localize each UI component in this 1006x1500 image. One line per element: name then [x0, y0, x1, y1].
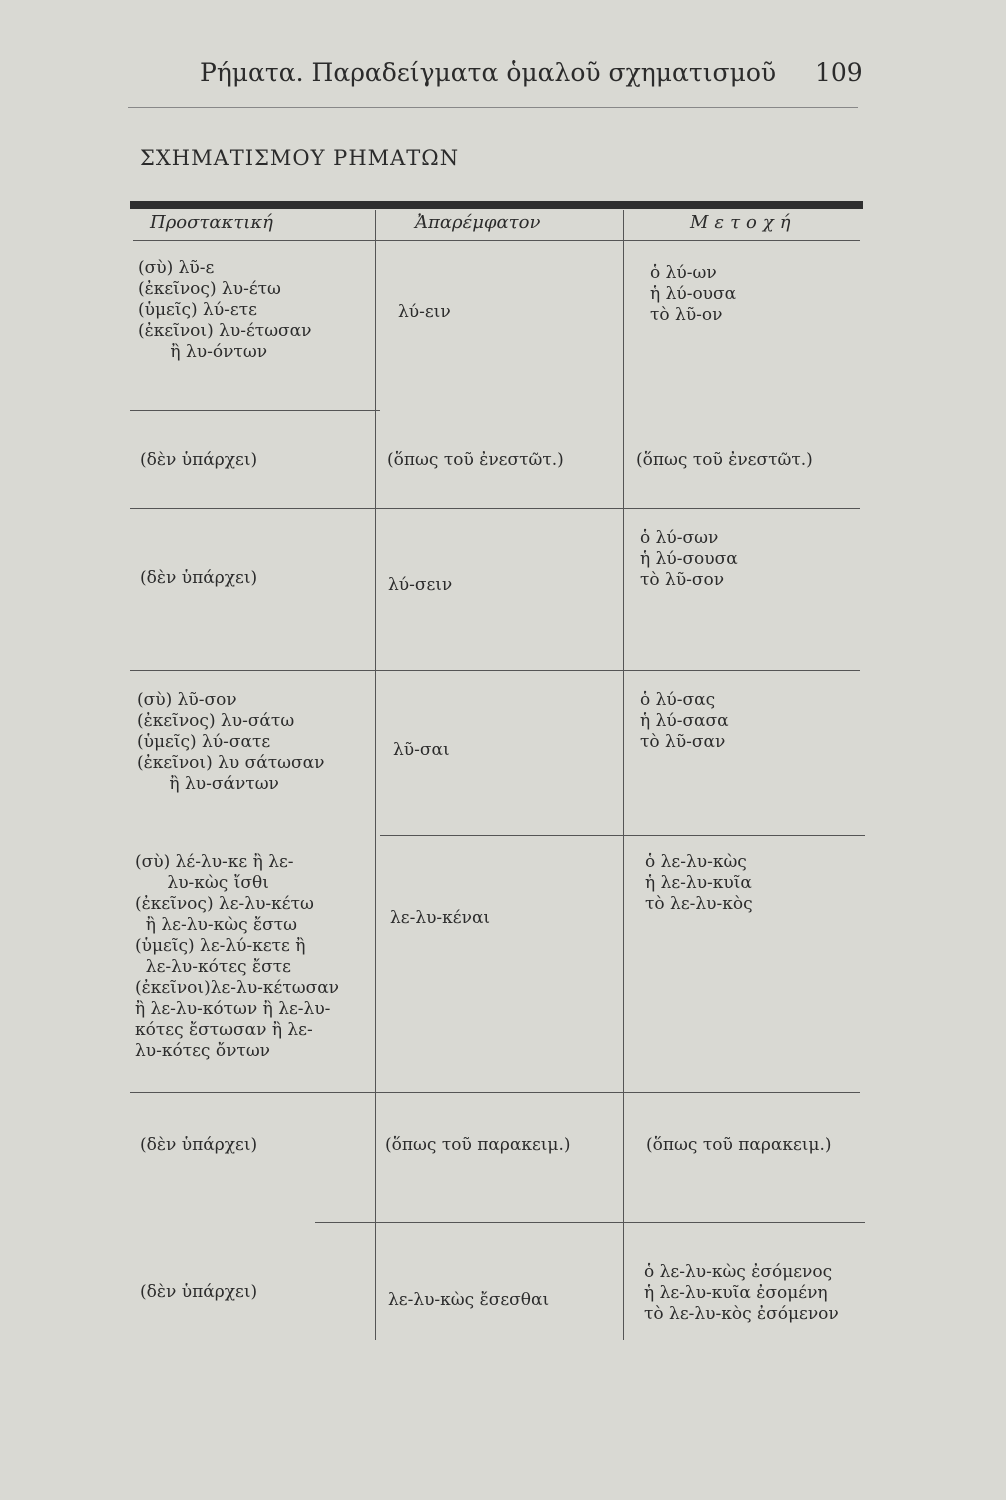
imperative-cell: (δὲν ὑπάρχει): [140, 1282, 258, 1302]
column-header-infinitive: Ἀπαρέμφατον: [415, 212, 541, 233]
infinitive-cell: λύ-σειν: [388, 575, 453, 595]
participle-cell: ὁ λύ-σας ἡ λύ-σασα τὸ λῦ-σαν: [640, 690, 729, 752]
row-divider: [130, 1092, 860, 1093]
row-divider: [130, 508, 860, 509]
section-title: ΣΧΗΜΑΤΙΣΜΟΥ ΡΗΜΑΤΩΝ: [140, 146, 460, 170]
infinitive-cell: λῦ-σαι: [393, 740, 450, 760]
infinitive-cell: (ὅπως τοῦ παρακειμ.): [385, 1135, 571, 1155]
infinitive-cell: λε-λυ-κέναι: [390, 908, 491, 928]
row-divider: [130, 410, 380, 411]
infinitive-cell: λε-λυ-κὼς ἔσεσθαι: [388, 1290, 550, 1310]
header-rule: [128, 107, 858, 108]
row-divider: [315, 1222, 865, 1223]
imperative-cell: (δὲν ὑπάρχει): [140, 1135, 258, 1155]
header-bottom-rule: [133, 240, 860, 241]
participle-cell: ὁ λε-λυ-κὼς ἐσόμενος ἡ λε-λυ-κυῖα ἐσομένη τὸ λε-λυ-κὸς ἐσόμενον: [644, 1262, 839, 1324]
participle-cell: (ὅπως τοῦ παρακειμ.): [646, 1135, 832, 1155]
column-header-participle: Μετοχή: [690, 212, 797, 233]
imperative-cell: (σὺ) λῦ-ε (ἐκεῖνος) λυ-έτω (ὑμεῖς) λύ-ετε (ἐκεῖνοι) λυ-έτωσαν ἢ λυ-όντων: [138, 258, 312, 362]
row-divider: [130, 670, 860, 671]
row-divider: [380, 835, 865, 836]
participle-cell: ὁ λύ-σων ἡ λύ-σουσα τὸ λῦ-σον: [640, 528, 738, 590]
imperative-cell: (δὲν ὑπάρχει): [140, 450, 258, 470]
imperative-cell: (σὺ) λέ-λυ-κε ἢ λε- λυ-κὼς ἴσθι (ἐκεῖνος) λε-λυ-κέτω ἢ λε-λυ-κὼς ἔστω (ὑμεῖς) λε-λύ-κετε ἢ λε-λυ-κότες ἔστε (ἐκεῖνοι)λε-λυ-κέτωσαν ἢ λε-λυ-κότων ἢ λε-λυ- κότες ἔστωσαν ἢ λε- λυ-κότες ὄντων: [135, 852, 340, 1061]
infinitive-cell: (ὅπως τοῦ ἐνεστῶτ.): [387, 450, 564, 470]
infinitive-cell: λύ-ειν: [398, 302, 451, 322]
participle-cell: ὁ λε-λυ-κὼς ἡ λε-λυ-κυῖα τὸ λε-λυ-κὸς: [645, 852, 753, 914]
participle-cell: (ὅπως τοῦ ἐνεστῶτ.): [636, 450, 813, 470]
column-divider: [623, 210, 624, 1340]
participle-cell: ὁ λύ-ων ἡ λύ-ουσα τὸ λῦ-ον: [650, 263, 737, 325]
table-top-rule: [130, 201, 863, 209]
running-header: Ρήματα. Παραδείγματα ὁμαλοῦ σχηματισμοῦ: [200, 58, 777, 87]
page-number: 109: [815, 58, 863, 87]
column-divider: [375, 210, 376, 1340]
imperative-cell: (δὲν ὑπάρχει): [140, 568, 258, 588]
column-header-imperative: Προστακτική: [150, 212, 273, 233]
imperative-cell: (σὺ) λῦ-σον (ἐκεῖνος) λυ-σάτω (ὑμεῖς) λύ-σατε (ἐκεῖνοι) λυ σάτωσαν ἢ λυ-σάντων: [137, 690, 325, 794]
